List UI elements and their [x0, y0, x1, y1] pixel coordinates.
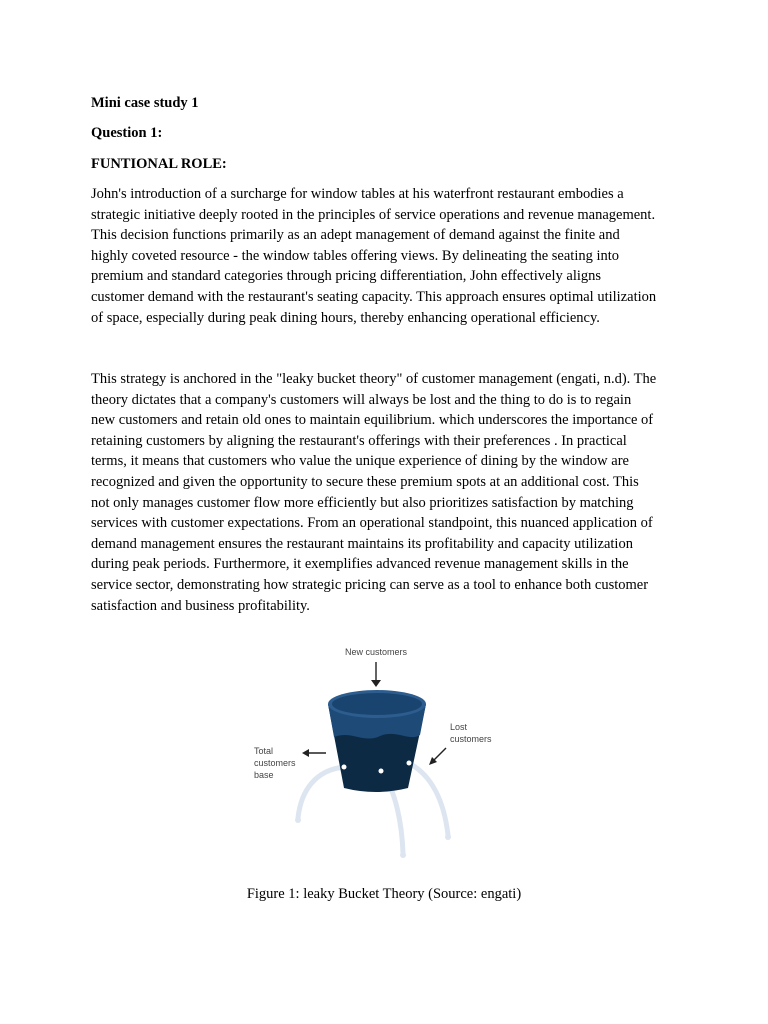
paragraph-line: highly coveted resource - the window tables offering views. By delineating the seating into [91, 247, 620, 264]
paragraph-line: demand management ensures the restaurant maintains its profitability and capacity utilization [91, 535, 633, 552]
inflow-arrow-icon [371, 680, 381, 687]
paragraph-line: services with customer expectations. From an operational standpoint, this nuanced application of [91, 515, 653, 532]
case-study-title: Mini case study 1 [91, 95, 199, 111]
paragraph-line: satisfaction and business profitability. [91, 597, 310, 614]
lost-customers-label-2: customers [450, 734, 492, 744]
bucket-hole-right [407, 761, 412, 766]
paragraph-functional-role [91, 184, 691, 328]
leak-stream-right [409, 763, 448, 835]
figure-caption: Figure 1: leaky Bucket Theory (Source: engati) [246, 886, 522, 902]
leak-stream-left [298, 767, 344, 818]
leak-drop-left [295, 817, 301, 823]
paragraph-line: terms, it means that customers who value the unique experience of dining by the window are [91, 453, 629, 470]
leaky-bucket-illustration [246, 640, 526, 872]
paragraph-line: service sector, demonstrating how strategic pricing can serve as a tool to enhance both customer [91, 576, 649, 593]
bucket-hole-middle [379, 769, 384, 774]
paragraph-line: during peak periods. Furthermore, it exemplifies advanced revenue management skills in the [91, 556, 629, 573]
total-customers-label-3: base [254, 770, 274, 780]
paragraph-line: of space, especially during peak dining hours, thereby enhancing operational efficiency. [91, 309, 600, 326]
total-customers-label-2: customers [254, 758, 296, 768]
paragraph-line: recognized and given the opportunity to secure these premium spots at an additional cost. This [91, 473, 639, 490]
lost-customers-label-1: Lost [450, 722, 468, 732]
bucket-hole-left [342, 765, 347, 770]
paragraph-line: customer demand with the restaurant's seating capacity. This approach ensures optimal utilization [91, 288, 657, 305]
question-heading: Question 1: [91, 125, 163, 141]
bucket-opening [332, 693, 422, 715]
paragraph-line: This decision functions primarily as an adept management of demand against the finite and [91, 227, 620, 244]
paragraph-line: new customers and retain old ones to maintain equilibrium. which underscores the importance of [91, 412, 654, 429]
section-heading: FUNTIONAL ROLE: [91, 156, 227, 172]
paragraph-leaky-bucket [91, 369, 691, 616]
paragraph-line: not only manages customer flow more efficiently but also prioritizes satisfaction by matching [91, 494, 634, 511]
new-customers-label: New customers [345, 647, 408, 657]
paragraph-line: retaining customers by aligning the restaurant's offerings with their preferences . In practical [91, 432, 627, 449]
leaky-bucket-figure [246, 640, 526, 872]
paragraph-line: strategic initiative deeply rooted in the principles of service operations and revenue management. [91, 206, 656, 223]
total-arrow-icon [302, 749, 309, 757]
leak-drop-right [445, 834, 451, 840]
leak-drop-middle [400, 852, 406, 858]
lost-arrow-line [433, 748, 446, 761]
paragraph-line: This strategy is anchored in the "leaky bucket theory" of customer management (engati, n.d). The [91, 371, 657, 387]
total-customers-label-1: Total [254, 746, 274, 756]
paragraph-line: John's introduction of a surcharge for window tables at his waterfront restaurant embodies a [91, 186, 624, 202]
paragraph-line: premium and standard categories through pricing differentiation, John effectively aligns [91, 268, 602, 285]
paragraph-line: theory dictates that a company's customers will always be lost and the thing to do is to regain [91, 391, 632, 408]
